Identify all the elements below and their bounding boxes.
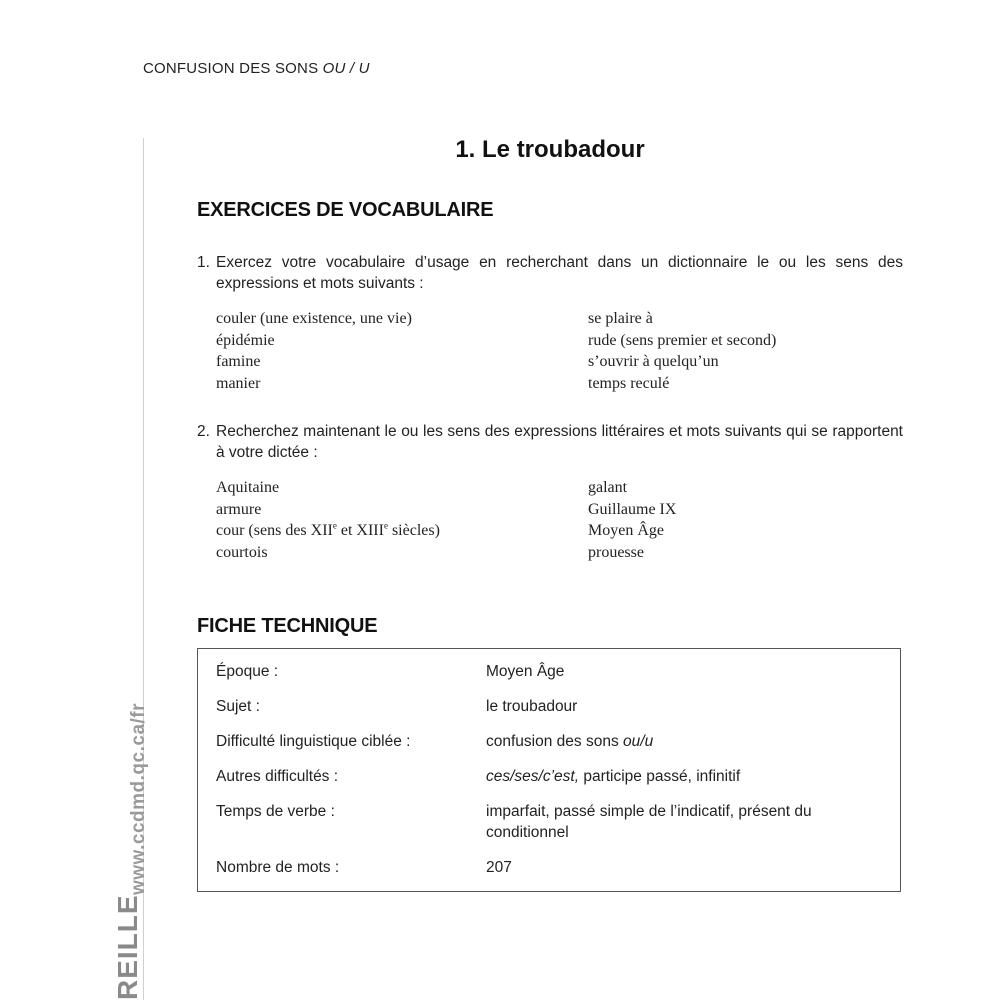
page-title: 1. Le troubadour <box>455 136 645 163</box>
exercise-2-text: Recherchez maintenant le ou les sens des expressions littéraires et mots suivants qui se rapportent à votre dictée : <box>216 423 903 461</box>
word-left: manier <box>216 374 261 392</box>
fiche-value: 207 <box>486 859 512 876</box>
wordlist-2 <box>216 477 906 563</box>
word-right: galant <box>588 479 628 496</box>
cour-suffix: siècles) <box>387 522 440 539</box>
word-left: famine <box>216 353 261 370</box>
cour-sup-1: e <box>332 520 337 531</box>
side-url: www.ccdmd.qc.ca/fr <box>128 702 149 895</box>
difficulte-value-italic: ou/u <box>623 733 654 750</box>
list-item <box>216 308 906 330</box>
autres-value-rest: participe passé, infinitif <box>579 768 741 785</box>
fiche-heading: FICHE TECHNIQUE <box>197 615 378 637</box>
fiche-value <box>486 731 886 752</box>
fiche-label: Temps de verbe : <box>216 803 335 820</box>
wordlist-1 <box>216 308 906 394</box>
cour-mid: et XIII <box>336 522 384 539</box>
cour-sup-2: e <box>383 520 388 531</box>
word-left: couler (une existence, une vie) <box>216 310 412 327</box>
list-item <box>216 351 906 373</box>
fiche-value: imparfait, passé simple de l’indicatif, présent du conditionnel <box>486 803 812 841</box>
word-right: temps reculé <box>588 374 670 392</box>
list-item <box>216 520 906 542</box>
fiche-label: Nombre de mots : <box>216 859 340 876</box>
fiche-value: Moyen Âge <box>486 663 565 680</box>
exercise-1-number: 1. <box>197 254 210 271</box>
fiche-label: Difficulté linguistique ciblée : <box>216 733 411 750</box>
exercise-2-number: 2. <box>197 423 210 440</box>
word-left: Aquitaine <box>216 479 280 496</box>
fiche-value: le troubadour <box>486 698 578 715</box>
word-right: rude (sens premier et second) <box>588 331 777 349</box>
word-right: se plaire à <box>588 310 653 327</box>
cour-prefix: cour (sens des XII <box>216 522 333 539</box>
list-item <box>216 373 906 395</box>
word-left-cour <box>216 520 588 542</box>
list-item <box>216 542 906 564</box>
word-left: épidémie <box>216 331 275 349</box>
word-right: s’ouvrir à quelqu’un <box>588 353 719 370</box>
word-right: Guillaume IX <box>588 500 677 518</box>
list-item <box>216 477 906 499</box>
list-item <box>216 499 906 521</box>
fiche-label: Autres difficultés : <box>216 768 339 785</box>
exercise-1 <box>197 252 903 294</box>
word-left: armure <box>216 500 262 518</box>
word-left: courtois <box>216 543 268 561</box>
fiche-label: Époque : <box>216 663 279 680</box>
fiche-label: Sujet : <box>216 698 260 715</box>
running-header <box>143 60 370 77</box>
exercise-2 <box>197 421 903 463</box>
difficulte-value-prefix: confusion des sons <box>486 733 624 750</box>
exercise-1-text: Exercez votre vocabulaire d’usage en recherchant dans un dictionnaire le ou les sens des expressions et mots suivants : <box>216 254 903 292</box>
list-item <box>216 330 906 352</box>
running-header-text: CONFUSION DES SONS <box>143 60 323 77</box>
side-brand: REILLE <box>112 894 143 1000</box>
autres-value-italic: ces/ses/c’est, <box>486 768 580 785</box>
word-right: prouesse <box>588 543 644 561</box>
word-right: Moyen Âge <box>588 522 664 539</box>
fiche-technique-table <box>197 648 901 892</box>
fiche-value <box>486 766 886 787</box>
vocab-heading: EXERCICES DE VOCABULAIRE <box>197 199 494 221</box>
running-header-italic: OU / U <box>322 60 370 77</box>
